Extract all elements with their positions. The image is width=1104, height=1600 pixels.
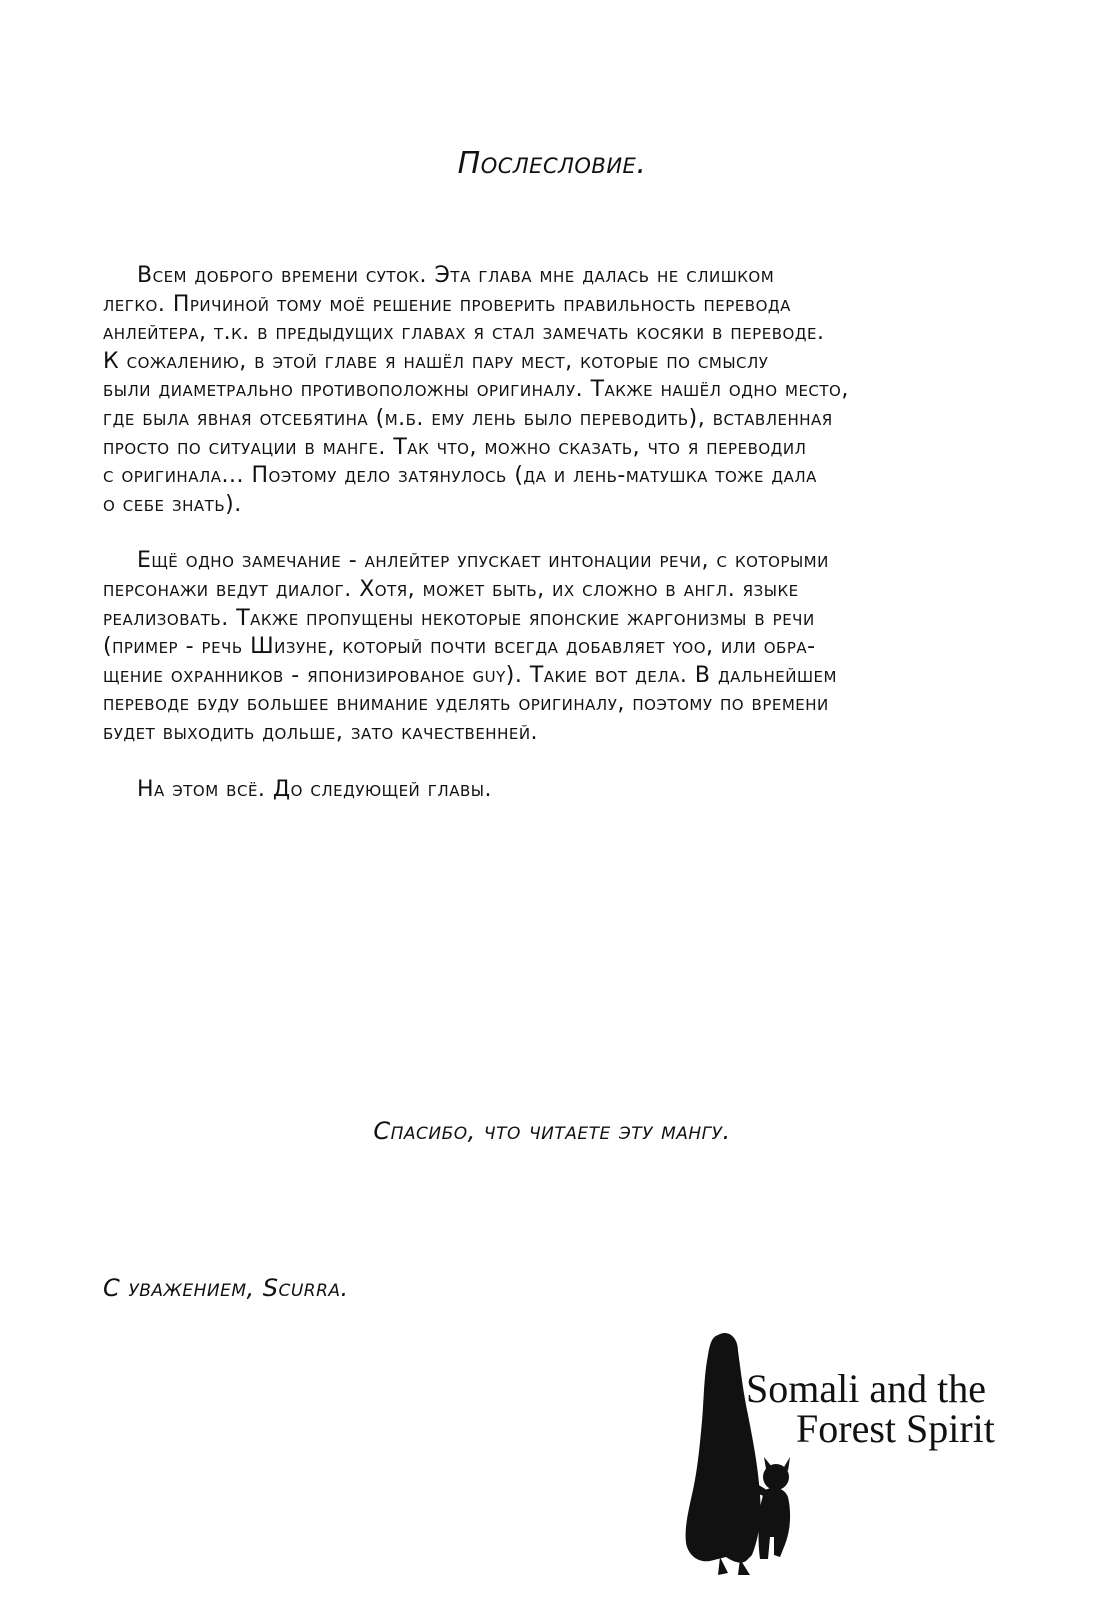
silhouette-golem-and-child-icon: [680, 1325, 800, 1585]
text-line: Ещё одно замечание - анлейтер упускает интонации речи, с которыми: [137, 548, 829, 574]
series-logo: [680, 1325, 1040, 1585]
text-line: были диаметрально противоположны оригиналу. Также нашёл одно место,: [103, 377, 849, 403]
logo-title-line1: Somali and the: [746, 1366, 986, 1411]
text-line: просто по ситуации в манге. Так что, можно сказать, что я переводил: [103, 434, 807, 460]
paragraph-3: [103, 776, 1023, 805]
text-line: переводе буду большее внимание уделять оригиналу, поэтому по времени: [103, 691, 829, 717]
page-title: Послесловие.: [457, 146, 647, 181]
text-line: с оригинала... Поэтому дело затянулось (да и лень-матушка тоже дала: [103, 463, 817, 489]
text-line: где была явная отсебятина (м.б. ему лень было переводить), вставленная: [103, 405, 833, 431]
text-line: щение охранников - японизированое guy). Такие вот дела. В дальнейшем: [103, 662, 837, 688]
text-line: На этом всё. До следующей главы.: [137, 776, 492, 802]
text-line: будет выходить дольше, зато качественней.: [103, 719, 539, 745]
text-line: (пример - речь Шизуне, который почти всегда добавляет yoo, или обра-: [103, 634, 816, 660]
signature: С уважением, Scurra.: [103, 1274, 349, 1302]
paragraph-2: [103, 547, 1023, 747]
logo-title-line2: Forest Spirit: [796, 1406, 995, 1451]
text-line: реализовать. Также пропущены некоторые японские жаргонизмы в речи: [103, 605, 815, 631]
text-line: легко. Причиной тому моё решение проверить правильность перевода: [103, 291, 791, 317]
text-line: персонажи ведут диалог. Хотя, может быть, их сложно в англ. языке: [103, 576, 799, 602]
afterword-body: [103, 262, 1023, 832]
text-line: К сожалению, в этой главе я нашёл пару мест, которые по смыслу: [103, 348, 769, 374]
text-line: Всем доброго времени суток. Эта глава мне далась не слишком: [137, 263, 775, 288]
thanks-line: Спасибо, что читаете эту мангу.: [373, 1117, 731, 1145]
text-line: анлейтера, т.к. в предыдущих главах я стал замечать косяки в переводе.: [103, 320, 825, 346]
text-line: о себе знать).: [103, 491, 242, 517]
paragraph-1: [103, 262, 1023, 519]
